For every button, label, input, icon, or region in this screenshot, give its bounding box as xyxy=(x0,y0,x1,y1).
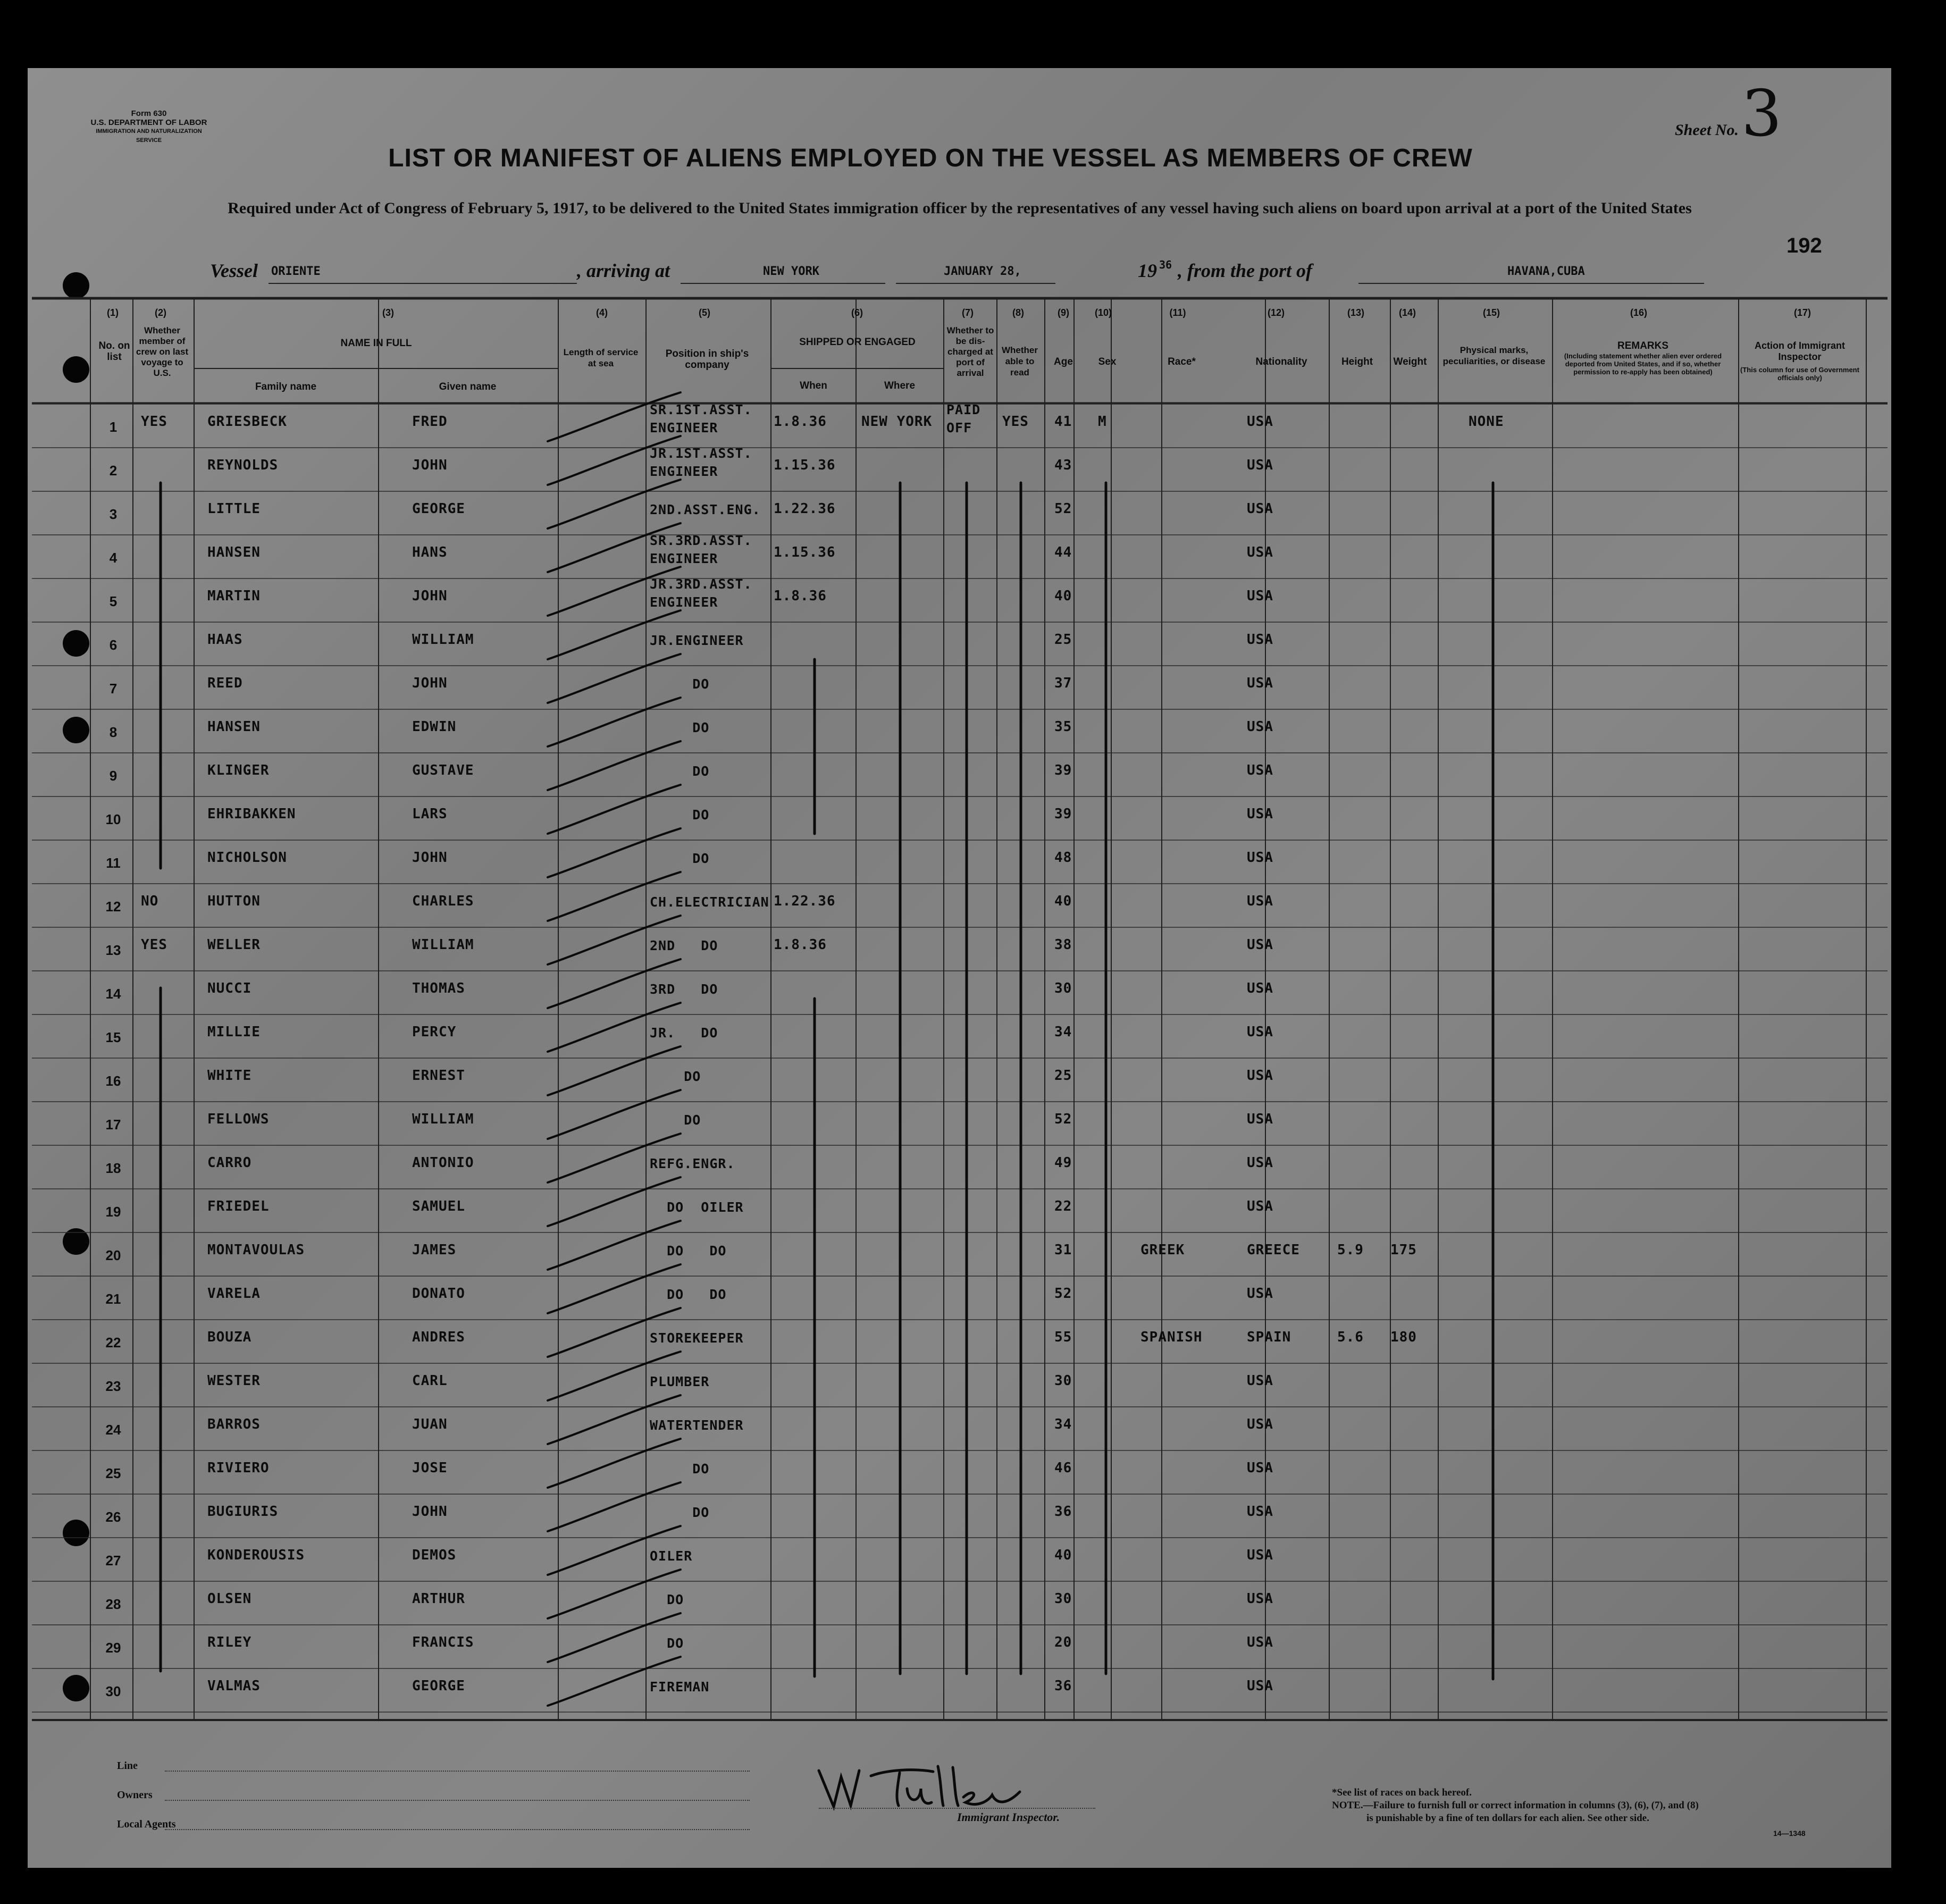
family-name-cell: WELLER xyxy=(207,937,261,953)
header-race: Race* xyxy=(1168,356,1196,367)
given-name-cell: SAMUEL xyxy=(412,1198,465,1214)
row-number: 24 xyxy=(105,1422,121,1438)
position-cell: SR.3RD.ASST. ENGINEER xyxy=(650,533,752,566)
nationality-cell: USA xyxy=(1247,588,1273,604)
colnum-17: (17) xyxy=(1793,307,1811,318)
position-cell: DO xyxy=(650,720,710,735)
family-name-cell: HANSEN xyxy=(207,719,261,735)
position-cell: DO xyxy=(650,1112,701,1128)
given-name-cell: JOHN xyxy=(412,457,448,473)
nationality-cell: USA xyxy=(1247,1111,1273,1127)
shipped-when-cell: 1.8.36 xyxy=(774,414,827,430)
row-number: 3 xyxy=(109,506,118,522)
row-number: 27 xyxy=(105,1553,121,1569)
colnum-5: (5) xyxy=(699,307,710,318)
inspector-signature xyxy=(808,1755,1031,1813)
punch-hole xyxy=(63,272,89,299)
shipped-when-cell: 1.8.36 xyxy=(774,588,827,604)
row-number: 17 xyxy=(105,1117,121,1133)
physical-marks-cell: NONE xyxy=(1469,414,1504,430)
colnum-7: (7) xyxy=(962,307,974,318)
header-when: When xyxy=(800,380,827,391)
age-cell: 43 xyxy=(1054,457,1072,473)
colnum-10: (10) xyxy=(1094,307,1112,318)
family-name-cell: MONTAVOULAS xyxy=(207,1242,305,1258)
header-name-in-full: NAME IN FULL xyxy=(340,338,412,349)
family-name-cell: MARTIN xyxy=(207,588,261,604)
family-name-cell: CARRO xyxy=(207,1155,252,1171)
family-name-cell: HUTTON xyxy=(207,893,261,909)
header-sex: Sex xyxy=(1098,356,1117,367)
weight-cell: 175 xyxy=(1390,1242,1417,1258)
sheet-number: 3 xyxy=(1741,77,1782,151)
age-cell: 25 xyxy=(1054,1068,1072,1084)
colnum-2: (2) xyxy=(155,307,166,318)
given-name-cell: LARS xyxy=(412,806,448,822)
nationality-cell: USA xyxy=(1247,1591,1273,1607)
form-print-number: 14—1348 xyxy=(1773,1829,1806,1838)
local-agents-label: Local Agents xyxy=(117,1818,176,1830)
able-to-read-cell: YES xyxy=(1002,414,1029,430)
given-name-cell: PERCY xyxy=(412,1024,457,1040)
header-remarks: REMARKS xyxy=(1617,340,1669,351)
given-name-cell: ANDRES xyxy=(412,1329,465,1345)
header-action-note: (This column for use of Government officials only) xyxy=(1740,366,1859,382)
position-cell: 2ND DO xyxy=(650,938,718,953)
position-cell: OILER xyxy=(650,1548,693,1564)
family-name-cell: REED xyxy=(207,675,243,691)
row-number: 21 xyxy=(105,1291,121,1307)
nationality-cell: USA xyxy=(1247,719,1273,735)
discharged-cell: PAID OFF xyxy=(946,402,981,435)
header-physical-marks: Physical marks, peculiarities, or disease xyxy=(1442,345,1546,366)
height-cell: 5.9 xyxy=(1337,1242,1364,1258)
row-number: 26 xyxy=(105,1509,121,1525)
nationality-cell: USA xyxy=(1247,762,1273,778)
agents-underline xyxy=(165,1829,750,1830)
nationality-cell: USA xyxy=(1247,1634,1273,1650)
height-cell: 5.6 xyxy=(1337,1329,1364,1345)
given-name-cell: GEORGE xyxy=(412,1678,465,1694)
family-name-cell: BUGIURIS xyxy=(207,1504,279,1520)
date-underline xyxy=(896,283,1055,284)
position-cell: DO DO xyxy=(650,1287,727,1302)
document-title: LIST OR MANIFEST OF ALIENS EMPLOYED ON THE VESSEL AS MEMBERS OF CREW xyxy=(388,144,1473,172)
colnum-13: (13) xyxy=(1347,307,1364,318)
position-cell: WATERTENDER xyxy=(650,1417,744,1433)
family-name-cell: RIVIERO xyxy=(207,1460,270,1476)
age-cell: 30 xyxy=(1054,980,1072,996)
row-number: 15 xyxy=(105,1029,121,1045)
row-number: 28 xyxy=(105,1596,121,1612)
position-cell: DO OILER xyxy=(650,1200,744,1215)
family-name-cell: FELLOWS xyxy=(207,1111,270,1127)
age-cell: 52 xyxy=(1054,1111,1072,1127)
given-name-cell: GUSTAVE xyxy=(412,762,474,778)
given-name-cell: JUAN xyxy=(412,1416,448,1432)
arriving-underline xyxy=(681,283,885,284)
row-number: 20 xyxy=(105,1247,121,1263)
given-name-cell: WILLIAM xyxy=(412,1111,474,1127)
page-number: 192 xyxy=(1786,234,1822,257)
given-name-cell: FRANCIS xyxy=(412,1634,474,1650)
position-cell: DO xyxy=(650,676,710,692)
age-cell: 36 xyxy=(1054,1678,1072,1694)
family-name-cell: OLSEN xyxy=(207,1591,252,1607)
family-name-cell: MILLIE xyxy=(207,1024,261,1040)
colnum-9: (9) xyxy=(1058,307,1069,318)
header-where: Where xyxy=(884,380,916,391)
age-cell: 30 xyxy=(1054,1591,1072,1607)
nationality-cell: USA xyxy=(1247,806,1273,822)
position-cell: DO xyxy=(650,1505,710,1520)
crew-on-last-voyage-cell: YES xyxy=(141,937,167,953)
family-name-cell: NICHOLSON xyxy=(207,850,287,866)
family-name-cell: BOUZA xyxy=(207,1329,252,1345)
nationality-cell: USA xyxy=(1247,414,1273,430)
given-name-cell: JOHN xyxy=(412,850,448,866)
form-identifier xyxy=(90,109,207,145)
position-cell: DO xyxy=(650,851,710,866)
position-cell: DO xyxy=(650,1592,684,1607)
nationality-cell: USA xyxy=(1247,675,1273,691)
header-no-on-list: No. on list xyxy=(98,340,130,363)
age-cell: 49 xyxy=(1054,1155,1072,1171)
age-cell: 40 xyxy=(1054,893,1072,909)
row-number: 14 xyxy=(105,986,121,1002)
position-cell: REFG.ENGR. xyxy=(650,1156,735,1171)
arriving-port: NEW YORK xyxy=(763,265,819,278)
family-name-cell: VALMAS xyxy=(207,1678,261,1694)
colnum-16: (16) xyxy=(1630,307,1647,318)
nationality-cell: USA xyxy=(1247,1504,1273,1520)
sex-cell: M xyxy=(1098,414,1107,430)
row-number: 6 xyxy=(109,637,118,653)
row-number: 9 xyxy=(109,768,118,784)
given-name-cell: JOHN xyxy=(412,588,448,604)
weight-cell: 180 xyxy=(1390,1329,1417,1345)
colnum-6: (6) xyxy=(851,307,863,318)
family-name-cell: WHITE xyxy=(207,1068,252,1084)
family-name-cell: REYNOLDS xyxy=(207,457,279,473)
family-name-cell: BARROS xyxy=(207,1416,261,1432)
header-shipped-engaged: SHIPPED OR ENGAGED xyxy=(799,337,916,348)
age-cell: 48 xyxy=(1054,850,1072,866)
given-name-cell: ANTONIO xyxy=(412,1155,474,1171)
position-cell: DO xyxy=(650,807,710,823)
form-number: Form 630 xyxy=(131,109,167,118)
header-weight: Weight xyxy=(1393,356,1427,367)
header-discharged: Whether to be dis-charged at port of arrival xyxy=(946,325,994,378)
arriving-label: , arriving at xyxy=(577,260,670,281)
races-note: *See list of races on back hereof. xyxy=(1332,1787,1472,1798)
crew-on-last-voyage-cell: YES xyxy=(141,414,167,430)
crew-on-last-voyage-cell: NO xyxy=(141,893,159,909)
row-number: 10 xyxy=(105,811,121,827)
nationality-cell: USA xyxy=(1247,1198,1273,1214)
given-name-cell: JOHN xyxy=(412,1504,448,1520)
given-name-cell: THOMAS xyxy=(412,980,465,996)
position-cell: 2ND.ASST.ENG. xyxy=(650,502,761,517)
family-name-cell: RILEY xyxy=(207,1634,252,1650)
given-name-cell: DONATO xyxy=(412,1286,465,1302)
nationality-cell: USA xyxy=(1247,632,1273,648)
owners-underline xyxy=(165,1800,750,1801)
nationality-cell: USA xyxy=(1247,501,1273,517)
nationality-cell: USA xyxy=(1247,1155,1273,1171)
row-number: 30 xyxy=(105,1683,121,1699)
row-number: 23 xyxy=(105,1378,121,1394)
year-suffix: 36 xyxy=(1159,258,1172,271)
given-name-cell: ARTHUR xyxy=(412,1591,465,1607)
nationality-cell: USA xyxy=(1247,457,1273,473)
colnum-3: (3) xyxy=(382,307,394,318)
age-cell: 55 xyxy=(1054,1329,1072,1345)
row-number: 13 xyxy=(105,942,121,958)
colnum-15: (15) xyxy=(1482,307,1500,318)
header-nationality: Nationality xyxy=(1255,356,1307,367)
family-name-cell: LITTLE xyxy=(207,501,261,517)
header-age: Age xyxy=(1054,356,1073,367)
given-name-cell: JAMES xyxy=(412,1242,457,1258)
nationality-cell: USA xyxy=(1247,980,1273,996)
age-cell: 39 xyxy=(1054,806,1072,822)
document-subtitle: Required under Act of Congress of February 5, 1917, to be delivered to the United States immigration officer by the representatives of any vessel having such aliens on board upon arrival at a port of the United States xyxy=(228,199,1692,217)
failure-note: NOTE.—Failure to furnish full or correct information in columns (3), (6), (7), and (8) xyxy=(1332,1800,1699,1811)
nationality-cell: USA xyxy=(1247,937,1273,953)
age-cell: 46 xyxy=(1054,1460,1072,1476)
age-cell: 30 xyxy=(1054,1373,1072,1389)
arrival-date: JANUARY 28, xyxy=(944,265,1021,278)
given-name-cell: EDWIN xyxy=(412,719,457,735)
inspector-underline xyxy=(819,1808,1095,1809)
table-grid xyxy=(32,297,1888,1727)
from-underline xyxy=(1358,283,1704,284)
age-cell: 37 xyxy=(1054,675,1072,691)
row-number: 11 xyxy=(106,855,121,871)
row-number: 8 xyxy=(109,724,118,740)
position-cell: DO xyxy=(650,764,710,779)
given-name-cell: GEORGE xyxy=(412,501,465,517)
shipped-where-cell: NEW YORK xyxy=(861,414,933,430)
nationality-cell: USA xyxy=(1247,850,1273,866)
position-cell: CH.ELECTRICIAN xyxy=(650,894,769,910)
age-cell: 41 xyxy=(1054,414,1072,430)
header-position: Position in ship's company xyxy=(665,348,749,371)
family-name-cell: HAAS xyxy=(207,632,243,648)
position-cell: 3RD DO xyxy=(650,982,718,997)
age-cell: 40 xyxy=(1054,1547,1072,1563)
nationality-cell: USA xyxy=(1247,1068,1273,1084)
line-underline xyxy=(165,1771,750,1772)
age-cell: 36 xyxy=(1054,1504,1072,1520)
nationality-cell: USA xyxy=(1247,1416,1273,1432)
colnum-4: (4) xyxy=(596,307,608,318)
header-given-name: Given name xyxy=(439,381,497,392)
crew-table xyxy=(32,297,1888,1727)
family-name-cell: VARELA xyxy=(207,1286,261,1302)
race-cell: SPANISH xyxy=(1140,1329,1203,1345)
given-name-cell: JOHN xyxy=(412,675,448,691)
race-cell: GREEK xyxy=(1140,1242,1185,1258)
position-cell: JR. DO xyxy=(650,1025,718,1041)
given-name-cell: JOSE xyxy=(412,1460,448,1476)
given-name-cell: WILLIAM xyxy=(412,937,474,953)
row-number: 2 xyxy=(109,463,118,479)
row-number: 12 xyxy=(105,899,121,915)
position-cell: JR.ENGINEER xyxy=(650,633,744,648)
age-cell: 35 xyxy=(1054,719,1072,735)
family-name-cell: FRIEDEL xyxy=(207,1198,270,1214)
from-port: HAVANA,CUBA xyxy=(1507,265,1585,278)
age-cell: 34 xyxy=(1054,1024,1072,1040)
row-number: 19 xyxy=(105,1204,121,1220)
service-name: IMMIGRATION AND NATURALIZATION SERVICE xyxy=(96,128,202,144)
fine-note: is punishable by a fine of ten dollars for each alien. See other side. xyxy=(1366,1813,1649,1824)
row-number: 29 xyxy=(105,1640,121,1656)
department-name: U.S. DEPARTMENT OF LABOR xyxy=(90,118,207,127)
vessel-info-line xyxy=(210,259,1704,286)
age-cell: 34 xyxy=(1054,1416,1072,1432)
given-name-cell: FRED xyxy=(412,414,448,430)
row-number: 5 xyxy=(109,593,118,609)
given-name-cell: ERNEST xyxy=(412,1068,465,1084)
age-cell: 52 xyxy=(1054,501,1072,517)
position-cell: SR.1ST.ASST. ENGINEER xyxy=(650,402,752,435)
header-family-name: Family name xyxy=(255,381,317,392)
sheet-label: Sheet No. xyxy=(1675,121,1739,139)
nationality-cell: USA xyxy=(1247,1547,1273,1563)
nationality-cell: USA xyxy=(1247,1286,1273,1302)
nationality-cell: USA xyxy=(1247,1460,1273,1476)
position-cell: STOREKEEPER xyxy=(650,1330,744,1346)
from-label: , from the port of xyxy=(1178,260,1313,281)
nationality-cell: USA xyxy=(1247,893,1273,909)
shipped-when-cell: 1.8.36 xyxy=(774,937,827,953)
age-cell: 40 xyxy=(1054,588,1072,604)
inspector-label: Immigrant Inspector. xyxy=(957,1810,1060,1824)
family-name-cell: WESTER xyxy=(207,1373,261,1389)
position-cell: JR.1ST.ASST. ENGINEER xyxy=(650,446,752,479)
shipped-when-cell: 1.15.36 xyxy=(774,457,836,473)
colnum-1: (1) xyxy=(107,307,119,318)
colnum-11: (11) xyxy=(1169,307,1186,318)
vessel-label: Vessel xyxy=(210,260,258,281)
age-cell: 52 xyxy=(1054,1286,1072,1302)
family-name-cell: EHRIBAKKEN xyxy=(207,806,296,822)
given-name-cell: CHARLES xyxy=(412,893,474,909)
header-remarks-note: (Including statement whether alien ever ordered deported from United States, and if so, whether permission to re-apply has been obtained) xyxy=(1564,352,1722,376)
shipped-when-cell: 1.15.36 xyxy=(774,544,836,560)
nationality-cell: GREECE xyxy=(1247,1242,1300,1258)
year-prefix: 19 xyxy=(1138,260,1157,281)
age-cell: 22 xyxy=(1054,1198,1072,1214)
family-name-cell: KONDEROUSIS xyxy=(207,1547,305,1563)
header-height: Height xyxy=(1341,356,1373,367)
row-number: 25 xyxy=(105,1465,121,1481)
position-cell: DO xyxy=(650,1069,701,1084)
position-cell: FIREMAN xyxy=(650,1679,710,1695)
family-name-cell: NUCCI xyxy=(207,980,252,996)
row-number: 16 xyxy=(105,1073,121,1089)
nationality-cell: USA xyxy=(1247,1024,1273,1040)
given-name-cell: HANS xyxy=(412,544,448,560)
colnum-14: (14) xyxy=(1398,307,1416,318)
shipped-when-cell: 1.22.36 xyxy=(774,893,836,909)
age-cell: 44 xyxy=(1054,544,1072,560)
vessel-name-underline xyxy=(269,283,577,284)
position-cell: DO xyxy=(650,1635,684,1651)
family-name-cell: GRIESBECK xyxy=(207,414,287,430)
nationality-cell: USA xyxy=(1247,1373,1273,1389)
family-name-cell: KLINGER xyxy=(207,762,270,778)
header-able-to-read: Whether able to read xyxy=(1002,345,1038,378)
header-member-last-voyage: Whether member of crew on last voyage to U.S. xyxy=(136,325,189,378)
row-number: 1 xyxy=(109,419,118,435)
position-cell: DO DO xyxy=(650,1243,727,1259)
owners-label: Owners xyxy=(117,1789,153,1801)
nationality-cell: USA xyxy=(1247,544,1273,560)
line-label: Line xyxy=(117,1760,138,1772)
row-number: 18 xyxy=(105,1160,121,1176)
colnum-8: (8) xyxy=(1012,307,1024,318)
shipped-when-cell: 1.22.36 xyxy=(774,501,836,517)
position-cell: PLUMBER xyxy=(650,1374,710,1389)
given-name-cell: WILLIAM xyxy=(412,632,474,648)
family-name-cell: HANSEN xyxy=(207,544,261,560)
vessel-name: ORIENTE xyxy=(271,265,321,278)
row-number: 22 xyxy=(105,1335,121,1351)
header-length-of-service: Length of service at sea xyxy=(563,347,639,368)
age-cell: 38 xyxy=(1054,937,1072,953)
age-cell: 20 xyxy=(1054,1634,1072,1650)
age-cell: 39 xyxy=(1054,762,1072,778)
given-name-cell: DEMOS xyxy=(412,1547,457,1563)
nationality-cell: SPAIN xyxy=(1247,1329,1291,1345)
age-cell: 31 xyxy=(1054,1242,1072,1258)
nationality-cell: USA xyxy=(1247,1678,1273,1694)
position-cell: JR.3RD.ASST. ENGINEER xyxy=(650,576,752,610)
row-number: 7 xyxy=(109,681,118,697)
header-action: Action of Immigrant Inspector xyxy=(1755,340,1845,362)
given-name-cell: CARL xyxy=(412,1373,448,1389)
position-cell: DO xyxy=(650,1461,710,1477)
colnum-12: (12) xyxy=(1267,307,1285,318)
row-number: 4 xyxy=(109,550,118,566)
age-cell: 25 xyxy=(1054,632,1072,648)
